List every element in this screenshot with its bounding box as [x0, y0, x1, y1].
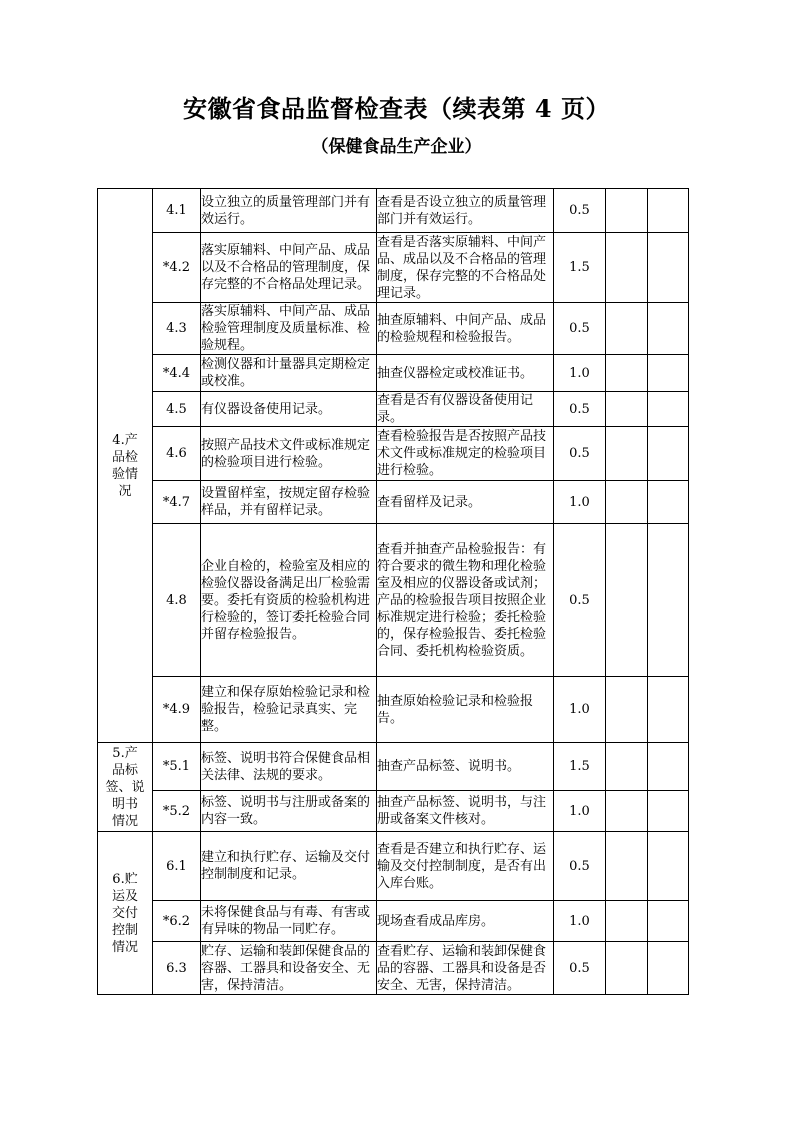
remark-cell	[648, 392, 689, 427]
page-subtitle: （保健食品生产企业）	[311, 137, 482, 157]
remark-cell	[648, 901, 689, 942]
remark-cell	[648, 189, 689, 233]
score-value: 0.5	[554, 303, 606, 355]
score-value: 0.5	[554, 392, 606, 427]
table-row	[98, 189, 689, 233]
item-number: 4.1	[153, 189, 201, 233]
inspection-method-text: 现场查看成品库房。	[377, 901, 554, 942]
item-number: *5.1	[153, 743, 201, 791]
score-value: 1.0	[554, 481, 606, 524]
requirement-text: 落实原辅料、中间产品、成品以及不合格品的管理制度，保存完整的不合格品处理记录。	[201, 233, 377, 303]
category-cell	[98, 832, 153, 995]
item-number: 4.8	[153, 524, 201, 677]
score-value: 0.5	[554, 189, 606, 233]
table-row	[98, 901, 689, 942]
table-row	[98, 481, 689, 524]
result-cell	[606, 832, 648, 901]
category-label-line: 品检	[111, 449, 138, 465]
inspection-method-text: 抽查仪器检定或校准证书。	[377, 355, 554, 392]
score-value: 0.5	[554, 832, 606, 901]
table-row	[98, 427, 689, 481]
category-label-line: 控制	[111, 922, 138, 938]
score-value: 1.0	[554, 791, 606, 832]
result-cell	[606, 524, 648, 677]
category-label-line: 情况	[111, 813, 138, 829]
requirement-text: 设置留样室，按规定留存检验样品，并有留样记录。	[201, 481, 377, 524]
table-row	[98, 791, 689, 832]
category-label-line: 况	[118, 483, 132, 499]
category-label-line: 签、说	[105, 779, 145, 795]
inspection-method-text: 查看检验报告是否按照产品技术文件或标准规定的检验项目进行检验。	[377, 427, 554, 481]
requirement-text: 标签、说明书符合保健食品相关法律、法规的要求。	[201, 743, 377, 791]
result-cell	[606, 677, 648, 743]
inspection-method-text: 查看是否有仪器设备使用记录。	[377, 392, 554, 427]
table-row	[98, 942, 689, 995]
inspection-method-text: 查看留样及记录。	[377, 481, 554, 524]
inspection-method-text: 查看是否落实原辅料、中间产品、成品以及不合格品的管理制度，保存完整的不合格品处理记录。	[377, 233, 554, 303]
table-row	[98, 233, 689, 303]
result-cell	[606, 743, 648, 791]
score-value: 1.0	[554, 355, 606, 392]
inspection-method-text: 抽查原辅料、中间产品、成品的检验规程和检验报告。	[377, 303, 554, 355]
requirement-text: 贮存、运输和装卸保健食品的容器、工器具和设备安全、无害，保持清洁。	[201, 942, 377, 995]
inspection-method-text: 抽查原始检验记录和检验报告。	[377, 677, 554, 743]
inspection-method-text: 抽查产品标签、说明书。	[377, 743, 554, 791]
score-value: 1.5	[554, 743, 606, 791]
requirement-text: 建立和执行贮存、运输及交付控制制度和记录。	[201, 832, 377, 901]
requirement-text: 落实原辅料、中间产品、成品检验管理制度及质量标准、检验规程。	[201, 303, 377, 355]
inspection-method-text: 查看是否建立和执行贮存、运输及交付控制制度，是否有出入库台账。	[377, 832, 554, 901]
remark-cell	[648, 355, 689, 392]
item-number: *4.7	[153, 481, 201, 524]
score-value: 1.0	[554, 901, 606, 942]
inspection-method-text: 查看并抽查产品检验报告：有符合要求的微生物和理化检验室及相应的仪器设备或试剂；产品的检验报告项目按照企业标准规定进行检验；委托检验的，保存检验报告、委托检验合同、委托机构检验资质。	[377, 524, 554, 677]
table-row	[98, 303, 689, 355]
requirement-text: 检测仪器和计量器具定期检定或校准。	[201, 355, 377, 392]
item-number: 4.6	[153, 427, 201, 481]
result-cell	[606, 392, 648, 427]
result-cell	[606, 189, 648, 233]
category-label-line: 验情	[111, 466, 138, 482]
result-cell	[606, 355, 648, 392]
result-cell	[606, 427, 648, 481]
remark-cell	[648, 427, 689, 481]
category-cell	[98, 743, 153, 832]
result-cell	[606, 942, 648, 995]
remark-cell	[648, 481, 689, 524]
score-value: 1.5	[554, 233, 606, 303]
requirement-text: 企业自检的，检验室及相应的检验仪器设备满足出厂检验需要。委托有资质的检验机构进行检验的，签订委托检验合同并留存检验报告。	[201, 524, 377, 677]
remark-cell	[648, 233, 689, 303]
item-number: 4.3	[153, 303, 201, 355]
table-row	[98, 743, 689, 791]
requirement-text: 按照产品技术文件或标准规定的检验项目进行检验。	[201, 427, 377, 481]
result-cell	[606, 481, 648, 524]
table-row	[98, 677, 689, 743]
category-label-line: 运及	[111, 888, 138, 904]
score-value: 1.0	[554, 677, 606, 743]
item-number: 4.5	[153, 392, 201, 427]
requirement-text: 标签、说明书与注册或备案的内容一致。	[201, 791, 377, 832]
score-value: 0.5	[554, 427, 606, 481]
table-row	[98, 524, 689, 677]
remark-cell	[648, 677, 689, 743]
requirement-text: 设立独立的质量管理部门并有效运行。	[201, 189, 377, 233]
category-label-line: 明书	[111, 796, 138, 812]
item-number: *4.9	[153, 677, 201, 743]
category-label-line: 4.产	[112, 432, 138, 448]
category-label-line: 5.产	[112, 745, 138, 761]
inspection-method-text: 抽查产品标签、说明书，与注册或备案文件核对。	[377, 791, 554, 832]
result-cell	[606, 233, 648, 303]
item-number: *5.2	[153, 791, 201, 832]
item-number: 6.3	[153, 942, 201, 995]
result-cell	[606, 303, 648, 355]
category-label-line: 交付	[111, 905, 138, 921]
table-row	[98, 392, 689, 427]
remark-cell	[648, 791, 689, 832]
remark-cell	[648, 303, 689, 355]
inspection-table	[97, 188, 689, 995]
category-label-line: 品标	[111, 762, 138, 778]
inspection-method-text: 查看贮存、运输和装卸保健食品的容器、工器具和设备是否安全、无害，保持清洁。	[377, 942, 554, 995]
table-row	[98, 355, 689, 392]
requirement-text: 未将保健食品与有毒、有害或有异味的物品一同贮存。	[201, 901, 377, 942]
result-cell	[606, 791, 648, 832]
score-value: 0.5	[554, 942, 606, 995]
table-row	[98, 832, 689, 901]
inspection-method-text: 查看是否设立独立的质量管理部门并有效运行。	[377, 189, 554, 233]
requirement-text: 建立和保存原始检验记录和检验报告，检验记录真实、完整。	[201, 677, 377, 743]
remark-cell	[648, 743, 689, 791]
remark-cell	[648, 524, 689, 677]
category-label-line: 6.贮	[112, 871, 138, 887]
item-number: *4.4	[153, 355, 201, 392]
item-number: *6.2	[153, 901, 201, 942]
category-label-line: 情况	[111, 939, 138, 955]
item-number: 6.1	[153, 832, 201, 901]
page-title: 安徽省食品监督检查表（续表第 4 页）	[183, 94, 610, 123]
category-cell	[98, 189, 153, 743]
remark-cell	[648, 832, 689, 901]
score-value: 0.5	[554, 524, 606, 677]
requirement-text: 有仪器设备使用记录。	[201, 392, 377, 427]
result-cell	[606, 901, 648, 942]
item-number: *4.2	[153, 233, 201, 303]
remark-cell	[648, 942, 689, 995]
